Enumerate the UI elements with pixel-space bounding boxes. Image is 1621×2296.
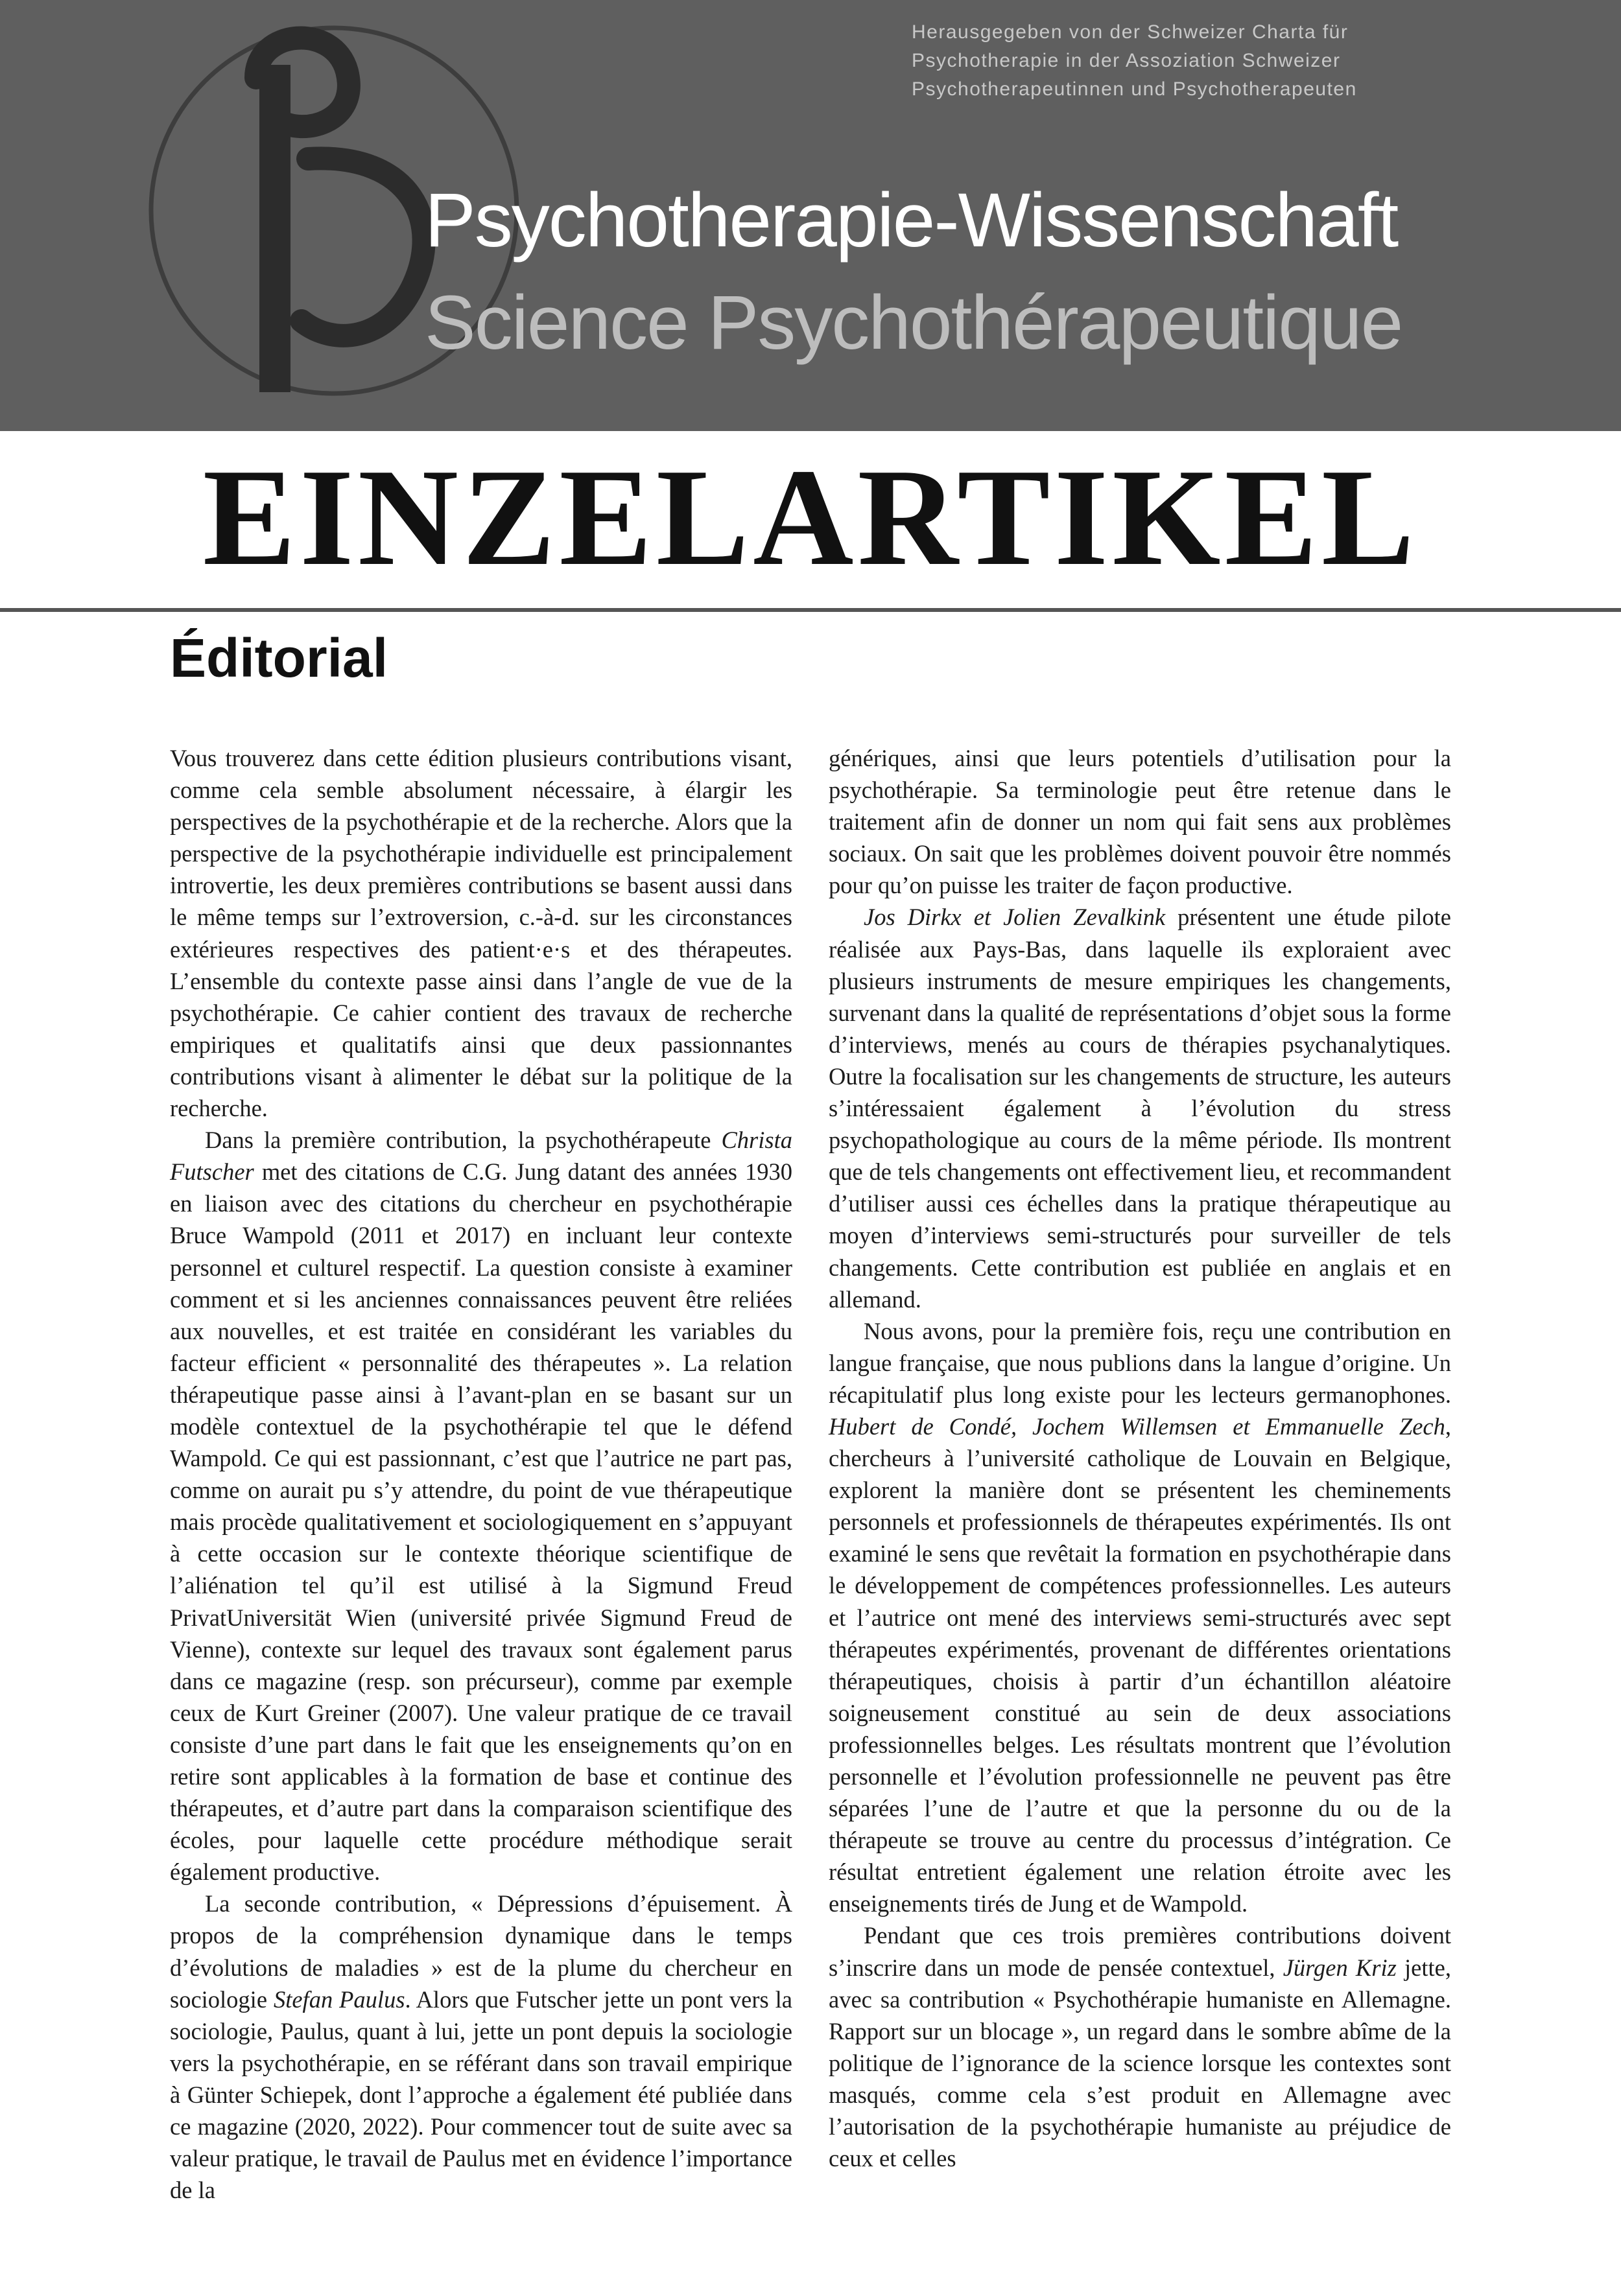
paragraph: Vous trouverez dans cette édition plusieurs contributions visant, comme cela semble absolument nécessaire, à élargir les perspectives de la psychothérapie et de la recherche. Alors que la perspective de la psychothérapie individuelle est principalement introvertie, les deux premières contributions se basent aussi dans le même temps sur l’extroversion, c.-à-d. sur les circonstances extérieures respectives des patient·e·s et des thérapeutes. L’ensemble du contexte passe ainsi dans l’angle de vue de la psychothérapie. Ce cahier contient des travaux de recherche empiriques et qualitatifs ainsi que deux passionnantes contributions visant à alimenter le débat sur la politique de la recherche. [170, 745, 792, 1122]
paragraph: Nous avons, pour la première fois, reçu une contribution en langue française, que nous publions dans la langue d’origine. Un récapitulatif plus long existe pour les lecteurs germanophones. Hubert de Condé, Jochem Willemsen et Emmanuelle Zech, chercheurs à l’université catholique de Louvain en Belgique, explorent la manière dont se présentent les cheminements personnels et professionnels de thérapeutes expérimentés. Ils ont examiné le sens que revêtait la formation en psychothérapie dans le développement de compétences professionnelles. Les auteurs et l’autrice ont mené des interviews semi-structurés avec sept thérapeutes expérimentés, provenant de différentes orientations thérapeutiques, choisis à partir d’un échantillon aléatoire soigneusement constitué au sein de deux associations professionnelles belges. Les résultats montrent que l’évolution personnelle et l’évolution professionnelle ne peuvent pas être séparées l’une de l’autre et que la personne du ou de la thérapeute se trouve au centre du processus d’intégration. Ce résultat entretient également une relation étroite avec les enseignements tirés de Jung et de Wampold. [829, 1317, 1451, 1917]
publisher-statement [912, 18, 1599, 104]
section-title: Éditorial [170, 627, 388, 688]
paragraph: Dans la première contribution, la psychothérapeute Christa Futscher met des citations de C.G. Jung datant des années 1930 en liaison avec des citations du chercheur en psychothérapie Bruce Wampold (2011 et 2017) en incluant leur contexte personnel et culturel respectif. La question consiste à examiner comment et si les anciennes connaissances peuvent être reliées aux nouvelles, et est traitée en considérant les variables du facteur efficient « personnalité des thérapeutes ». La relation thérapeutique passe ainsi à l’avant-plan en se basant sur un modèle contextuel de la psychothérapie tel que le défend Wampold. Ce qui est passionnant, c’est que l’autrice ne part pas, comme on aurait pu s’y attendre, du point de vue thérapeutique mais procède qualitativement et sociologiquement en s’appuyant à cette occasion sur le contexte théorique scientifique de l’aliénation tel qu’il est utilisé à la Sigmund Freud PrivatUniversität Wien (université privée Sigmund Freud de Vienne), contexte sur lequel des travaux sont également parus dans ce magazine (resp. son précurseur), comme par exemple ceux de Kurt Greiner (2007). Une valeur pratique de ce travail consiste d’une part dans le fait que les enseignements qu’on en retire sont applicables à la formation de base et continue des thérapeutes, et d’autre part dans la comparaison scientifique des écoles, pour laquelle cette procédure méthodique serait également productive. [170, 1127, 792, 1886]
document-type-heading: EINZELARTIKEL [202, 439, 1419, 594]
publisher-line: Psychotherapie in der Assoziation Schweizer [912, 50, 1341, 71]
text-column-right [829, 742, 1451, 2174]
author-name: Jürgen Kriz [1283, 1954, 1397, 1981]
paragraph: Jos Dirkx et Jolien Zevalkink présentent une étude pilote réalisée aux Pays-Bas, dans laquelle ils exploraient avec plusieurs instruments de mesure empiriques les changements, survenant dans la qualité de représentations d’objet sous la forme d’interviews, menés au cours de thérapies psychanalytiques. Outre la focalisation sur les changements de structure, les auteurs s’intéressaient également à l’évolution du stress psychopathologique au cours de la même période. Ils montrent que de tels changements ont effectivement lieu, et recommandent d’utiliser aussi ces échelles dans la pratique thérapeutique au moyen d’interviews semi-structurés pour surveiller de tels changements. Cette contribution est publiée en anglais et en allemand. [829, 904, 1451, 1313]
publisher-line: Psychotherapeutinnen und Psychotherapeuten [912, 78, 1357, 100]
author-name: Christa Futscher [170, 1127, 792, 1186]
journal-header [0, 0, 1621, 431]
journal-title-french: Science Psychothérapeutique [425, 280, 1402, 366]
publisher-line: Herausgegeben von der Schweizer Charta für [912, 21, 1349, 43]
paragraph: La seconde contribution, « Dépressions d’épuisement. À propos de la compréhension dynamique dans le temps d’évolutions de maladies » est de la plume du chercheur en sociologie Stefan Paulus. Alors que Futscher jette un pont vers la sociologie, Paulus, quant à lui, jette un pont depuis la sociologie vers la psychothérapie, en se référant dans son travail empirique à Günter Schiepek, dont l’approche a également été publiée dans ce magazine (2020, 2022). Pour commencer tout de suite avec sa valeur pratique, le travail de Paulus met en évidence l’importance de la [170, 1890, 792, 2204]
text-column-left [170, 742, 792, 2206]
journal-title-german: Psychotherapie-Wissenschaft [425, 178, 1398, 263]
paragraph: Pendant que ces trois premières contributions doivent s’inscrire dans un mode de pensée contextuel, Jürgen Kriz jette, avec sa contribution « Psychothérapie humaniste en Allemagne. Rapport sur un blocage », un regard dans le sombre abîme de la politique de l’ignorance de la science lorsque les contextes sont masqués, comme cela s’est produit en Allemagne avec l’autorisation de la psychothérapie humaniste au préjudice de ceux et celles [829, 1922, 1451, 2172]
author-name: Hubert de Condé, Jochem Willemsen et Emmanuelle Zech [829, 1412, 1445, 1440]
author-name: Jos Dirkx et Jolien Zevalkink [864, 904, 1166, 931]
author-name: Stefan Paulus [273, 1986, 405, 2013]
header-divider [0, 608, 1621, 612]
paragraph: génériques, ainsi que leurs potentiels d’utilisation pour la psychothérapie. Sa terminologie peut être retenue dans le traitement afin de donner un nom qui fait sens aux problèmes sociaux. On sait que les problèmes doivent pouvoir être nommés pour qu’on puisse les traiter de façon productive. [829, 745, 1451, 899]
